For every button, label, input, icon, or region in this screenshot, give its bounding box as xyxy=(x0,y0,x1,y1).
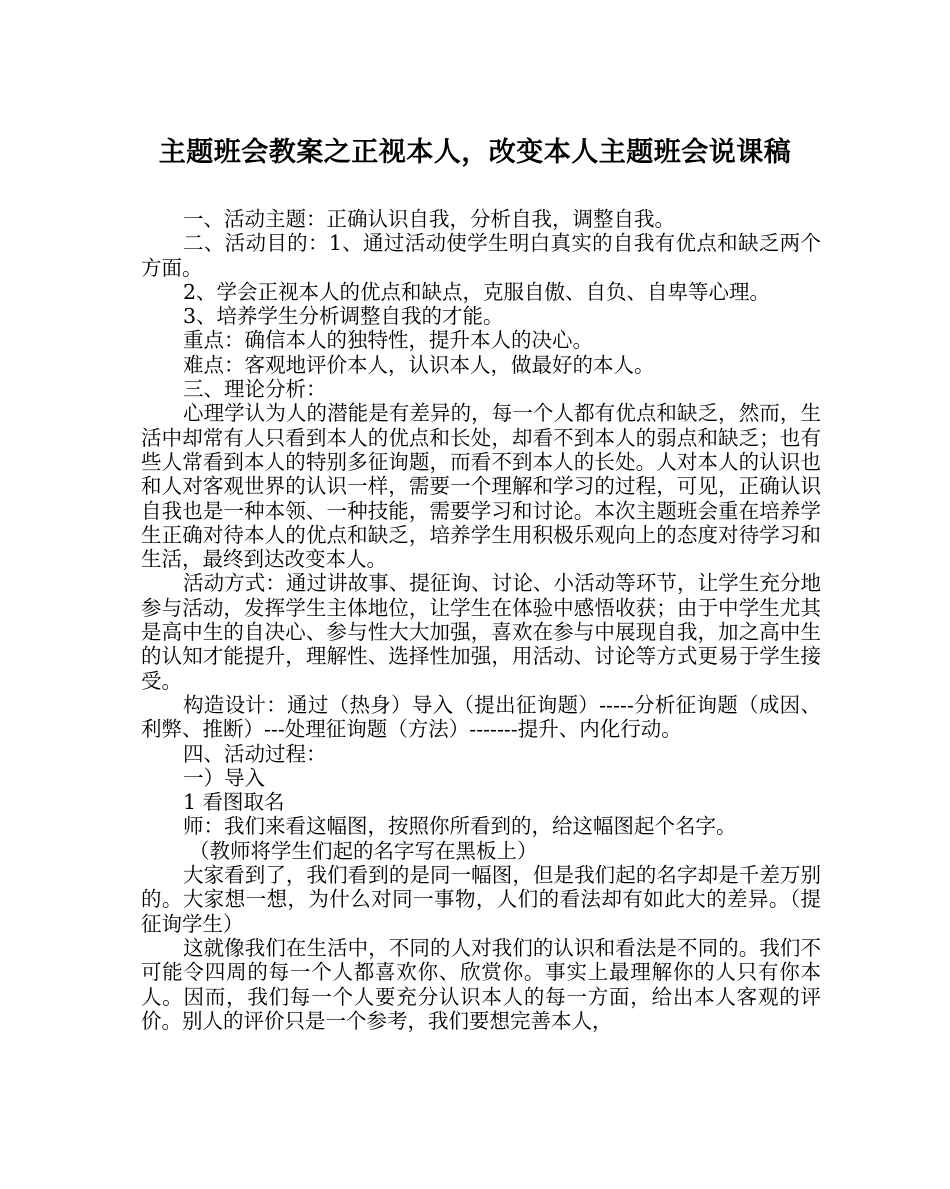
paragraph-theory: 心理学认为人的潜能是有差异的，每一个人都有优点和缺乏，然而，生活中却常有人只看到本人的优点和长处，却看不到本人的弱点和缺乏；也有些人常看到本人的特别多征询题，而看不到本人的长处。人对本人的认识也和人对客观世界的认识一样，需要一个理解和学习的过程，可见，正确认识自我也是一种本领、一种技能，需要学习和讨论。本次主题班会重在培养学生正确对待本人的优点和缺乏，培养学生用积极乐观向上的态度对待学习和生活，最终到达改变本人。 xyxy=(141,401,821,572)
paragraph-discussion: 大家看到了，我们看到的是同一幅图，但是我们起的名字却是千差万别的。大家想一想，为什么对同一事物，人们的看法却有如此大的差异。（提征询学生） xyxy=(141,863,821,936)
paragraph-goal-2: 2、学会正视本人的优点和缺点，克服自傲、自负、自卑等心理。 xyxy=(183,279,771,304)
subheading-intro: 一）导入 xyxy=(183,765,265,790)
paragraph-difficulty: 难点：客观地评价本人，认识本人，做最好的本人。 xyxy=(183,352,655,377)
section-heading-theory: 三、理论分析： xyxy=(183,377,327,402)
section-heading-process: 四、活动过程： xyxy=(183,741,327,766)
paragraph-activity-method: 活动方式：通过讲故事、提征询、讨论、小活动等环节，让学生充分地参与活动，发挥学生主体地位，让学生在体验中感悟收获；由于中学生尤其是高中生的自决心、参与性大大加强，喜欢在参与中展现自我，加之高中生的认知才能提升，理解性、选择性加强，用活动、讨论等方式更易于学生接受。 xyxy=(141,571,821,693)
paragraph-goal-3: 3、培养学生分析调整自我的才能。 xyxy=(183,304,504,329)
paragraph-activity-goal: 二、活动目的：1、通过活动使学生明白真实的自我有优点和缺乏两个方面。 xyxy=(141,231,821,280)
paragraph-reflection: 这就像我们在生活中，不同的人对我们的认识和看法是不同的。我们不可能令四周的每一个人都喜欢你、欣赏你。事实上最理解你的人只有你本人。因而，我们每一个人要充分认识本人的每一方面，给出本人客观的评价。别人的评价只是一个参考，我们要想完善本人， xyxy=(141,935,821,1033)
paragraph-teacher-note: （教师将学生们起的名字写在黑板上） xyxy=(189,838,538,863)
paragraph-activity-theme: 一、活动主题：正确认识自我，分析自我，调整自我。 xyxy=(183,207,675,231)
paragraph-teacher-prompt: 师：我们来看这幅图，按照你所看到的，给这幅图起个名字。 xyxy=(183,814,737,839)
paragraph-structure-design: 构造设计：通过（热身）导入（提出征询题）-----分析征询题（成因、利弊、推断）---处理征询题（方法）-------提升、内化行动。 xyxy=(141,692,821,742)
subheading-naming: 1 看图取名 xyxy=(183,790,285,815)
document-title: 主题班会教案之正视本人，改变本人主题班会说课稿 xyxy=(158,137,792,168)
paragraph-key-point: 重点：确信本人的独特性，提升本人的决心。 xyxy=(183,328,593,353)
document-body xyxy=(141,207,821,1033)
